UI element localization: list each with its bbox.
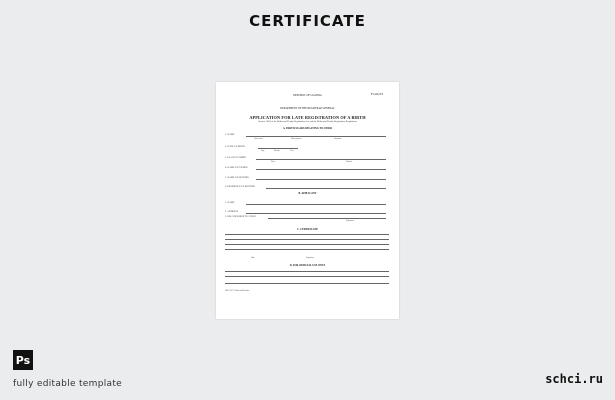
template-caption: fully editable template [13, 379, 122, 389]
section-d-heading: D. FOR OFFICIAL USE ONLY [289, 264, 326, 267]
section-c-heading: C. CERTIFICATE [297, 228, 318, 231]
document-note: Section 16(3) of the Births and Deaths Registration Act and the Births and Deaths Registration Regulations [258, 121, 357, 123]
sub-year: Year [290, 150, 294, 152]
section-b-heading: B. APPLICANT [298, 192, 317, 195]
sub-month: Month [274, 150, 280, 152]
department-label: DEPARTMENT OF THE REGISTRAR GENERAL [280, 107, 335, 110]
field-name-of-father: 4. NAME OF FATHER [225, 166, 248, 169]
sub-date-c: Date [251, 257, 255, 259]
sub-place: Place [271, 161, 276, 163]
field-relationship: 3. RELATIONSHIP TO CHILD [225, 215, 256, 218]
sub-first-name: First name [254, 138, 263, 140]
site-watermark: schci.ru [545, 372, 603, 386]
field-name: 1. NAME [225, 133, 235, 136]
photoshop-icon: Ps [13, 350, 33, 370]
sub-day: Day [261, 150, 265, 152]
sub-district: District [346, 161, 353, 163]
field-applicant-name: 1. NAME [225, 201, 235, 204]
sub-surname: Surname [334, 138, 342, 140]
field-residence-of-mother: 6. RESIDENCE OF MOTHER [225, 185, 255, 188]
document-title: APPLICATION FOR LATE REGISTRATION OF A BIRTH [249, 115, 366, 120]
republic-label: REPUBLIC OF UGANDA [293, 94, 322, 97]
sub-signature-b: Signature [346, 220, 354, 222]
document-preview [216, 82, 399, 319]
field-address: 2. ADDRESS [225, 210, 239, 213]
sub-signature-c: Signature [306, 257, 314, 259]
document-footer: ORC 007 / Births and Deaths [225, 290, 250, 292]
field-place-of-birth: 3. PLACE OF BIRTH [225, 156, 247, 159]
page-heading: CERTIFICATE [249, 12, 366, 30]
field-date-of-birth: 2. DATE OF BIRTH [225, 145, 245, 148]
field-name-of-mother: 5. NAME OF MOTHER [225, 176, 249, 179]
form-code: Form 03 [371, 92, 383, 96]
section-a-heading: A. PARTICULARS RELATING TO CHILD [282, 127, 333, 130]
sub-other-names: Other names [291, 138, 302, 140]
